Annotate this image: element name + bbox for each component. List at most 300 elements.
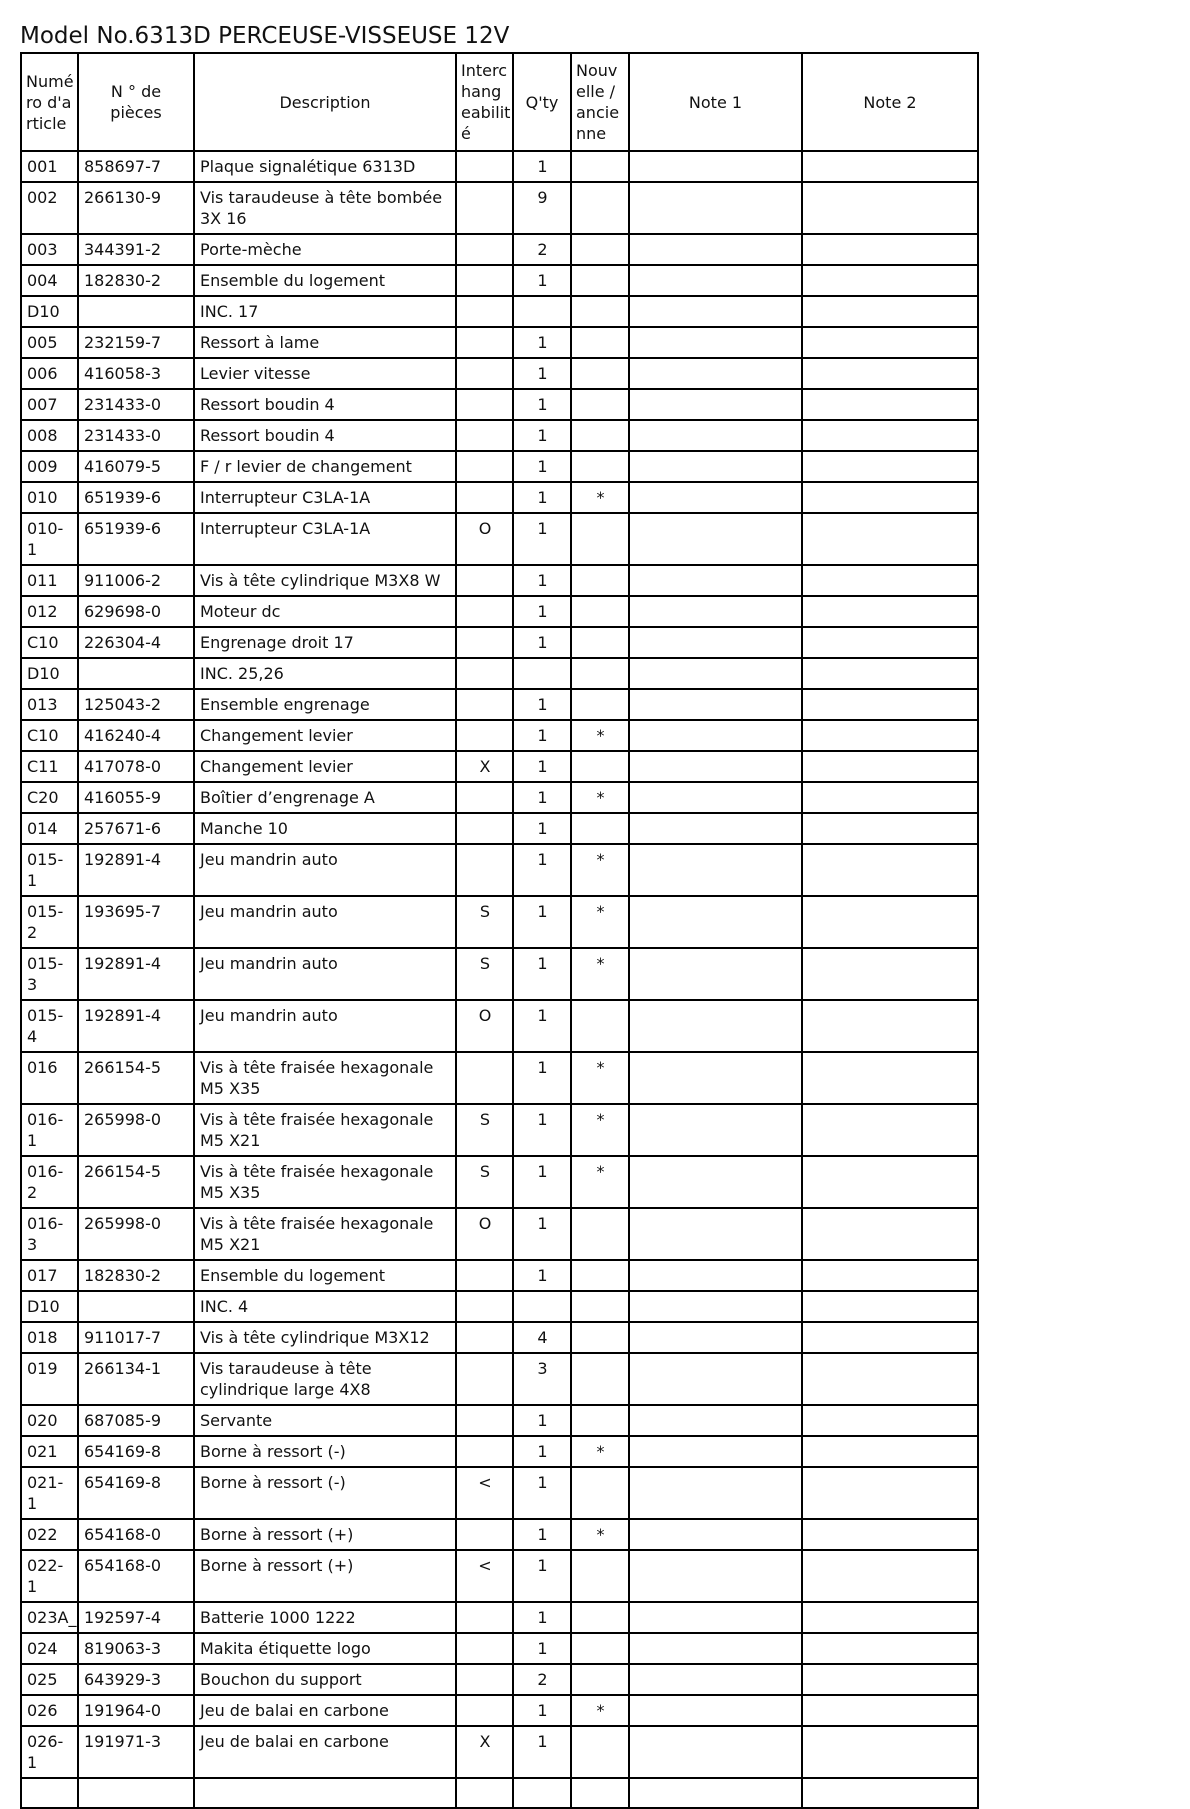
cell-note-1 <box>629 296 802 327</box>
cell-quantity: 1 <box>513 451 571 482</box>
cell-quantity: 1 <box>513 482 571 513</box>
cell-interchangeability: S <box>456 896 513 948</box>
cell-part-number: 651939-6 <box>78 482 194 513</box>
cell-quantity: 1 <box>513 1208 571 1260</box>
cell-quantity: 1 <box>513 844 571 896</box>
cell-part-number: 265998-0 <box>78 1104 194 1156</box>
cell-new-old <box>571 565 629 596</box>
cell-note-2 <box>802 1602 978 1633</box>
cell-part-number: 125043-2 <box>78 689 194 720</box>
cell-interchangeability: S <box>456 1104 513 1156</box>
cell-note-2 <box>802 1436 978 1467</box>
cell-description: INC. 17 <box>194 296 456 327</box>
cell-interchangeability <box>456 1353 513 1405</box>
cell-description: Vis à tête fraisée hexagonale M5 X35 <box>194 1156 456 1208</box>
cell-part-number <box>78 658 194 689</box>
table-row <box>21 234 978 265</box>
cell-description: Interrupteur C3LA-1A <box>194 482 456 513</box>
cell-part-number: 192891-4 <box>78 844 194 896</box>
table-row <box>21 265 978 296</box>
cell-description: Vis à tête cylindrique M3X8 W <box>194 565 456 596</box>
table-row <box>21 389 978 420</box>
cell-new-old <box>571 451 629 482</box>
cell-item-number: 004 <box>21 265 78 296</box>
cell-item-number: 025 <box>21 1664 78 1695</box>
cell-description: Jeu mandrin auto <box>194 896 456 948</box>
cell-interchangeability <box>456 182 513 234</box>
table-row <box>21 627 978 658</box>
cell-new-old <box>571 265 629 296</box>
cell-quantity: 1 <box>513 358 571 389</box>
table-row <box>21 1550 978 1602</box>
cell-item-number: C11 <box>21 751 78 782</box>
cell-new-old: * <box>571 844 629 896</box>
cell-description: Levier vitesse <box>194 358 456 389</box>
table-row <box>21 1726 978 1778</box>
cell-note-1 <box>629 1519 802 1550</box>
cell-description: Ressort boudin 4 <box>194 420 456 451</box>
cell-part-number: 266154-5 <box>78 1052 194 1104</box>
cell-note-1 <box>629 1291 802 1322</box>
cell-interchangeability <box>456 389 513 420</box>
cell-note-1 <box>629 513 802 565</box>
cell-part-number: 344391-2 <box>78 234 194 265</box>
cell-new-old <box>571 420 629 451</box>
table-row <box>21 1208 978 1260</box>
cell-interchangeability <box>456 451 513 482</box>
cell-quantity: 2 <box>513 1664 571 1695</box>
table-row <box>21 596 978 627</box>
cell-item-number: 015-3 <box>21 948 78 1000</box>
cell-quantity: 1 <box>513 265 571 296</box>
cell-part-number: 654169-8 <box>78 1467 194 1519</box>
cell-interchangeability: O <box>456 1000 513 1052</box>
cell-note-2 <box>802 296 978 327</box>
cell-new-old <box>571 658 629 689</box>
cell-note-2 <box>802 265 978 296</box>
cell-description: Vis à tête cylindrique M3X12 <box>194 1322 456 1353</box>
cell-note-2 <box>802 420 978 451</box>
cell-quantity: 1 <box>513 596 571 627</box>
cell-part-number: 654168-0 <box>78 1550 194 1602</box>
cell-item-number: D10 <box>21 296 78 327</box>
cell-part-number: 266154-5 <box>78 1156 194 1208</box>
parts-table <box>20 52 979 1809</box>
cell-note-2 <box>802 1156 978 1208</box>
cell-interchangeability: X <box>456 751 513 782</box>
table-row <box>21 948 978 1000</box>
cell-interchangeability <box>456 1291 513 1322</box>
cell-note-2 <box>802 358 978 389</box>
cell-quantity: 1 <box>513 948 571 1000</box>
cell-note-2 <box>802 327 978 358</box>
cell-new-old <box>571 1467 629 1519</box>
cell-note-2 <box>802 1695 978 1726</box>
cell-part-number: 654168-0 <box>78 1519 194 1550</box>
cell-note-2 <box>802 896 978 948</box>
cell-description: Vis à tête fraisée hexagonale M5 X35 <box>194 1052 456 1104</box>
cell-interchangeability <box>456 1602 513 1633</box>
cell-part-number: 687085-9 <box>78 1405 194 1436</box>
table-row <box>21 513 978 565</box>
cell-note-2 <box>802 1260 978 1291</box>
cell-new-old <box>571 513 629 565</box>
cell-interchangeability <box>456 1633 513 1664</box>
cell-description: Changement levier <box>194 751 456 782</box>
cell-new-old <box>571 327 629 358</box>
cell-quantity <box>513 1291 571 1322</box>
cell-note-1 <box>629 182 802 234</box>
header-item-number: Numé ro d'a rticle <box>21 53 78 151</box>
cell-description: Batterie 1000 1222 <box>194 1602 456 1633</box>
cell-interchangeability <box>456 596 513 627</box>
cell-quantity <box>513 1778 571 1808</box>
cell-item-number: 026 <box>21 1695 78 1726</box>
table-row <box>21 1052 978 1104</box>
cell-quantity: 1 <box>513 782 571 813</box>
cell-quantity: 1 <box>513 896 571 948</box>
cell-new-old <box>571 182 629 234</box>
cell-item-number <box>21 1778 78 1808</box>
cell-quantity: 1 <box>513 565 571 596</box>
cell-note-1 <box>629 265 802 296</box>
cell-note-1 <box>629 1726 802 1778</box>
header-new-old: Nouv elle / ancie nne <box>571 53 629 151</box>
cell-interchangeability <box>456 658 513 689</box>
cell-note-1 <box>629 1353 802 1405</box>
table-row <box>21 1353 978 1405</box>
cell-new-old <box>571 689 629 720</box>
cell-note-2 <box>802 627 978 658</box>
cell-item-number: 006 <box>21 358 78 389</box>
cell-note-2 <box>802 948 978 1000</box>
cell-note-2 <box>802 1519 978 1550</box>
cell-part-number: 629698-0 <box>78 596 194 627</box>
cell-note-2 <box>802 234 978 265</box>
cell-quantity: 9 <box>513 182 571 234</box>
cell-item-number: 016-1 <box>21 1104 78 1156</box>
cell-item-number: 013 <box>21 689 78 720</box>
table-row <box>21 1633 978 1664</box>
cell-note-1 <box>629 658 802 689</box>
table-row <box>21 151 978 182</box>
cell-note-1 <box>629 1322 802 1353</box>
cell-item-number: 016-3 <box>21 1208 78 1260</box>
cell-part-number: 651939-6 <box>78 513 194 565</box>
cell-note-2 <box>802 1291 978 1322</box>
cell-note-1 <box>629 1208 802 1260</box>
cell-new-old <box>571 389 629 420</box>
cell-note-2 <box>802 565 978 596</box>
cell-description: INC. 4 <box>194 1291 456 1322</box>
cell-note-1 <box>629 151 802 182</box>
cell-interchangeability <box>456 420 513 451</box>
cell-item-number: C10 <box>21 720 78 751</box>
cell-description: Moteur dc <box>194 596 456 627</box>
cell-note-1 <box>629 720 802 751</box>
table-row <box>21 1260 978 1291</box>
header-note-2: Note 2 <box>802 53 978 151</box>
cell-description: Borne à ressort (+) <box>194 1550 456 1602</box>
cell-interchangeability <box>456 358 513 389</box>
table-row <box>21 1602 978 1633</box>
cell-quantity: 1 <box>513 1260 571 1291</box>
cell-part-number: 643929-3 <box>78 1664 194 1695</box>
cell-part-number: 182830-2 <box>78 265 194 296</box>
cell-item-number: 018 <box>21 1322 78 1353</box>
cell-note-2 <box>802 1208 978 1260</box>
cell-interchangeability <box>456 482 513 513</box>
cell-description: Changement levier <box>194 720 456 751</box>
cell-note-1 <box>629 389 802 420</box>
table-row <box>21 1695 978 1726</box>
cell-item-number: 010-1 <box>21 513 78 565</box>
cell-note-2 <box>802 182 978 234</box>
header-part-number: N ° de pièces <box>78 53 194 151</box>
cell-new-old: * <box>571 1519 629 1550</box>
cell-item-number: 026-1 <box>21 1726 78 1778</box>
cell-new-old <box>571 151 629 182</box>
table-row <box>21 751 978 782</box>
cell-description: Ressort boudin 4 <box>194 389 456 420</box>
cell-interchangeability <box>456 565 513 596</box>
cell-note-1 <box>629 451 802 482</box>
cell-note-1 <box>629 1260 802 1291</box>
cell-new-old: * <box>571 720 629 751</box>
cell-quantity: 1 <box>513 1436 571 1467</box>
cell-new-old <box>571 1208 629 1260</box>
cell-note-2 <box>802 151 978 182</box>
cell-note-2 <box>802 689 978 720</box>
cell-part-number: 819063-3 <box>78 1633 194 1664</box>
cell-new-old: * <box>571 948 629 1000</box>
cell-item-number: C10 <box>21 627 78 658</box>
cell-description: Plaque signalétique 6313D <box>194 151 456 182</box>
cell-part-number: 191964-0 <box>78 1695 194 1726</box>
cell-item-number: 007 <box>21 389 78 420</box>
cell-new-old: * <box>571 1052 629 1104</box>
cell-description: Bouchon du support <box>194 1664 456 1695</box>
cell-new-old: * <box>571 782 629 813</box>
cell-new-old <box>571 234 629 265</box>
cell-part-number: 266134-1 <box>78 1353 194 1405</box>
cell-quantity <box>513 296 571 327</box>
cell-new-old <box>571 627 629 658</box>
cell-note-2 <box>802 1000 978 1052</box>
cell-quantity: 1 <box>513 689 571 720</box>
cell-description: Jeu de balai en carbone <box>194 1695 456 1726</box>
table-row <box>21 451 978 482</box>
cell-interchangeability <box>456 1405 513 1436</box>
cell-description: Ensemble du logement <box>194 265 456 296</box>
page-title: Model No.6313D PERCEUSE-VISSEUSE 12V <box>20 23 510 49</box>
cell-part-number: 417078-0 <box>78 751 194 782</box>
cell-new-old <box>571 358 629 389</box>
cell-interchangeability <box>456 1260 513 1291</box>
cell-new-old <box>571 1353 629 1405</box>
cell-interchangeability <box>456 1436 513 1467</box>
cell-note-1 <box>629 234 802 265</box>
cell-description: Vis taraudeuse à tête cylindrique large 4X8 <box>194 1353 456 1405</box>
cell-quantity: 1 <box>513 813 571 844</box>
cell-item-number: 008 <box>21 420 78 451</box>
cell-note-1 <box>629 948 802 1000</box>
cell-quantity: 1 <box>513 389 571 420</box>
cell-note-2 <box>802 1633 978 1664</box>
cell-note-1 <box>629 1104 802 1156</box>
table-row <box>21 1436 978 1467</box>
cell-interchangeability <box>456 720 513 751</box>
cell-item-number: D10 <box>21 658 78 689</box>
cell-note-2 <box>802 751 978 782</box>
cell-note-1 <box>629 1602 802 1633</box>
cell-quantity: 1 <box>513 1156 571 1208</box>
cell-quantity: 1 <box>513 1633 571 1664</box>
cell-note-1 <box>629 689 802 720</box>
cell-note-1 <box>629 358 802 389</box>
cell-interchangeability <box>456 234 513 265</box>
cell-item-number: 015-1 <box>21 844 78 896</box>
cell-interchangeability <box>456 151 513 182</box>
cell-description: Vis taraudeuse à tête bombée 3X 16 <box>194 182 456 234</box>
cell-item-number: C20 <box>21 782 78 813</box>
table-row <box>21 482 978 513</box>
cell-note-1 <box>629 1436 802 1467</box>
cell-quantity: 1 <box>513 327 571 358</box>
table-row <box>21 1104 978 1156</box>
cell-interchangeability: S <box>456 1156 513 1208</box>
cell-new-old: * <box>571 1156 629 1208</box>
cell-note-1 <box>629 1000 802 1052</box>
cell-interchangeability <box>456 1695 513 1726</box>
cell-quantity: 1 <box>513 1550 571 1602</box>
cell-item-number: 010 <box>21 482 78 513</box>
table-row <box>21 658 978 689</box>
cell-description: INC. 25,26 <box>194 658 456 689</box>
cell-description: Borne à ressort (-) <box>194 1436 456 1467</box>
cell-note-1 <box>629 1052 802 1104</box>
cell-note-1 <box>629 1633 802 1664</box>
cell-part-number: 416240-4 <box>78 720 194 751</box>
cell-note-2 <box>802 451 978 482</box>
table-row <box>21 1405 978 1436</box>
cell-new-old: * <box>571 482 629 513</box>
cell-description: Makita étiquette logo <box>194 1633 456 1664</box>
cell-item-number: 014 <box>21 813 78 844</box>
cell-new-old: * <box>571 1436 629 1467</box>
cell-quantity: 3 <box>513 1353 571 1405</box>
cell-interchangeability: < <box>456 1550 513 1602</box>
cell-part-number: 416058-3 <box>78 358 194 389</box>
cell-quantity: 1 <box>513 720 571 751</box>
cell-part-number: 232159-7 <box>78 327 194 358</box>
cell-item-number: 015-4 <box>21 1000 78 1052</box>
cell-part-number: 858697-7 <box>78 151 194 182</box>
cell-part-number: 192891-4 <box>78 948 194 1000</box>
cell-item-number: 019 <box>21 1353 78 1405</box>
cell-note-1 <box>629 751 802 782</box>
header-note-1: Note 1 <box>629 53 802 151</box>
cell-note-1 <box>629 1778 802 1808</box>
cell-description: Vis à tête fraisée hexagonale M5 X21 <box>194 1208 456 1260</box>
cell-quantity: 1 <box>513 627 571 658</box>
cell-part-number: 265998-0 <box>78 1208 194 1260</box>
cell-interchangeability <box>456 327 513 358</box>
cell-note-1 <box>629 1550 802 1602</box>
cell-note-1 <box>629 1156 802 1208</box>
cell-interchangeability <box>456 296 513 327</box>
cell-item-number: 003 <box>21 234 78 265</box>
table-row <box>21 1291 978 1322</box>
table-row <box>21 689 978 720</box>
cell-description: Porte-mèche <box>194 234 456 265</box>
cell-note-1 <box>629 813 802 844</box>
cell-item-number: 001 <box>21 151 78 182</box>
cell-description: Manche 10 <box>194 813 456 844</box>
cell-note-2 <box>802 1322 978 1353</box>
cell-interchangeability <box>456 813 513 844</box>
cell-item-number: D10 <box>21 1291 78 1322</box>
cell-new-old <box>571 296 629 327</box>
cell-item-number: 021 <box>21 1436 78 1467</box>
cell-new-old <box>571 1405 629 1436</box>
cell-item-number: 002 <box>21 182 78 234</box>
cell-quantity: 1 <box>513 1052 571 1104</box>
cell-interchangeability <box>456 1664 513 1695</box>
table-body <box>21 151 978 1808</box>
cell-interchangeability <box>456 782 513 813</box>
cell-note-1 <box>629 482 802 513</box>
cell-note-2 <box>802 389 978 420</box>
cell-interchangeability <box>456 844 513 896</box>
table-row <box>21 1000 978 1052</box>
cell-description <box>194 1778 456 1808</box>
cell-item-number: 022 <box>21 1519 78 1550</box>
cell-item-number: 020 <box>21 1405 78 1436</box>
cell-item-number: 022-1 <box>21 1550 78 1602</box>
table-header-row <box>21 53 978 151</box>
cell-note-1 <box>629 596 802 627</box>
cell-note-2 <box>802 513 978 565</box>
header-interchangeability: Interc hang eabilit é <box>456 53 513 151</box>
cell-item-number: 012 <box>21 596 78 627</box>
cell-note-2 <box>802 720 978 751</box>
cell-item-number: 016 <box>21 1052 78 1104</box>
cell-item-number: 021-1 <box>21 1467 78 1519</box>
cell-new-old <box>571 1550 629 1602</box>
cell-note-1 <box>629 896 802 948</box>
cell-new-old <box>571 1726 629 1778</box>
cell-description: Interrupteur C3LA-1A <box>194 513 456 565</box>
table-row <box>21 1778 978 1808</box>
cell-quantity: 1 <box>513 751 571 782</box>
cell-interchangeability <box>456 689 513 720</box>
cell-interchangeability: X <box>456 1726 513 1778</box>
cell-note-2 <box>802 844 978 896</box>
table-row <box>21 1467 978 1519</box>
cell-note-2 <box>802 1052 978 1104</box>
cell-new-old <box>571 1322 629 1353</box>
cell-note-1 <box>629 782 802 813</box>
cell-part-number: 182830-2 <box>78 1260 194 1291</box>
cell-part-number: 911017-7 <box>78 1322 194 1353</box>
cell-note-1 <box>629 1467 802 1519</box>
cell-description: Ressort à lame <box>194 327 456 358</box>
cell-note-1 <box>629 1695 802 1726</box>
cell-item-number: 024 <box>21 1633 78 1664</box>
cell-note-1 <box>629 844 802 896</box>
cell-description: Engrenage droit 17 <box>194 627 456 658</box>
